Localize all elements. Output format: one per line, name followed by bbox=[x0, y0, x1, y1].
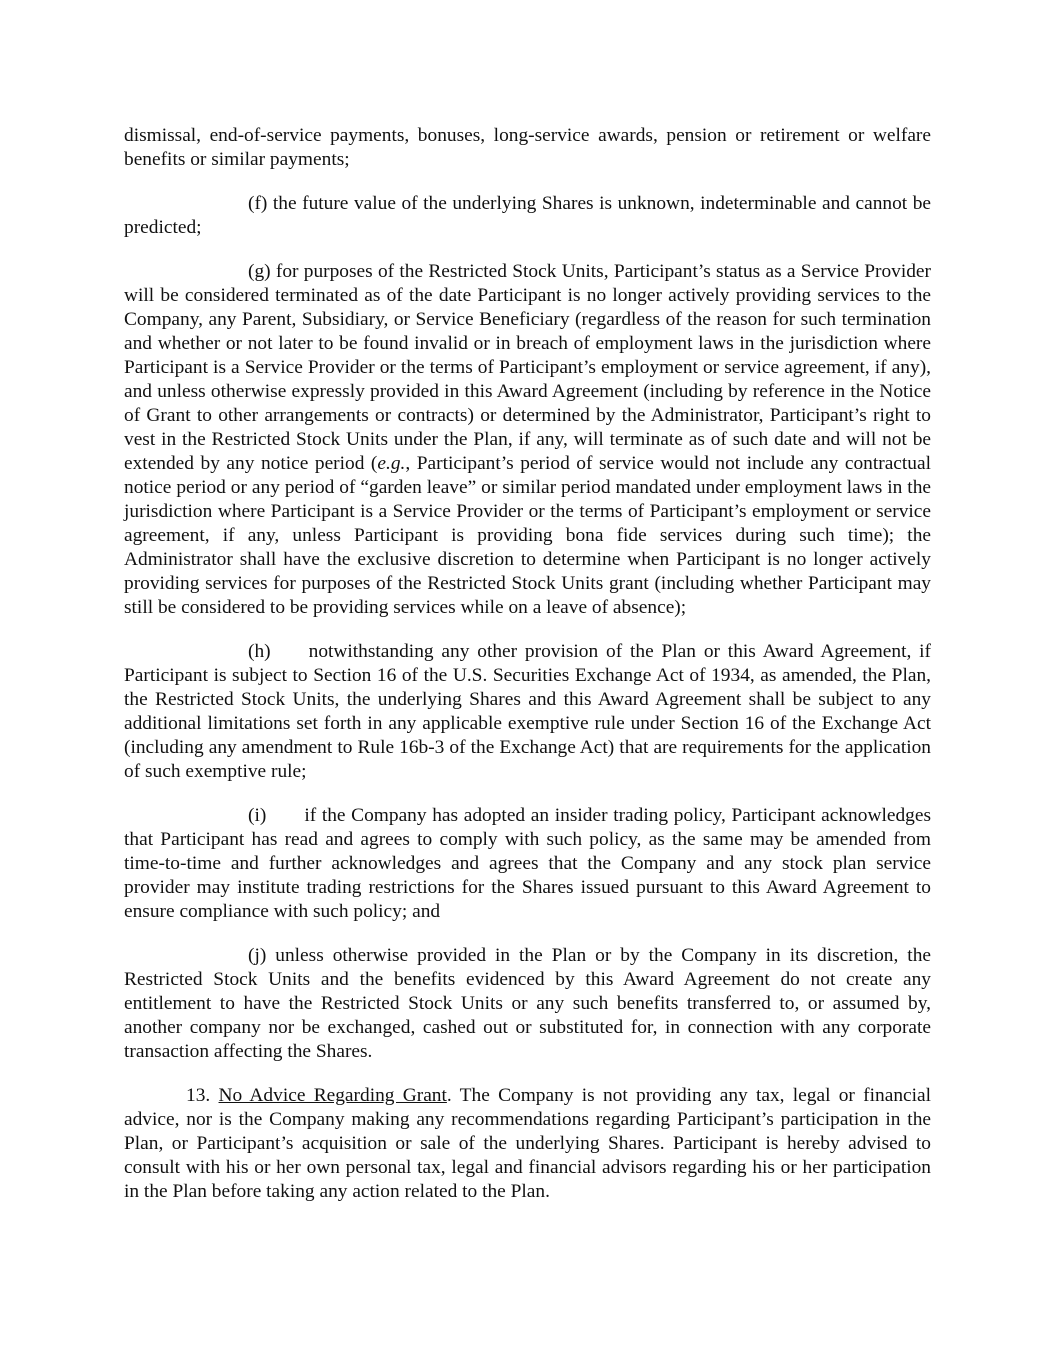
section-13-heading: No Advice Regarding Grant bbox=[218, 1085, 447, 1106]
clause-i-label: (i) bbox=[248, 805, 267, 826]
document-page bbox=[124, 124, 931, 1224]
clause-h-label: (h) bbox=[248, 641, 271, 662]
clause-g bbox=[124, 260, 931, 620]
section-13-text: . The Company is not providing any tax, legal or financial advice, nor is the Company making any recommendations regarding Participant’s participation in the Plan, or Participant’s acquisition or sale of the underlying Shares. Participant is hereby advised to consult with his or her own personal tax, legal and financial advisors regarding his or her participation in the Plan before taking any action related to the Plan. bbox=[124, 1085, 931, 1202]
clause-g-text-2: , Participant’s period of service would not include any contractual notice period or any period of “garden leave” or similar period mandated under employment laws in the jurisdiction where Participant is a Service Provider or the terms of Participant’s employment or service agreement, if any, unless Participant is providing bona fide services during such time); the Administrator shall have the exclusive discretion to determine when Participant is no longer actively providing services for purposes of the Restricted Stock Units grant (including whether Participant may still be considered to be providing services while on a leave of absence); bbox=[124, 453, 931, 618]
paragraph-continuation: dismissal, end-of-service payments, bonuses, long-service awards, pension or retirement or welfare benefits or similar payments; bbox=[124, 125, 931, 170]
clause-j: (j) unless otherwise provided in the Plan or by the Company in its discretion, the Restricted Stock Units and the benefits evidenced by this Award Agreement do not create any entitlement to have the Restricted Stock Units or any such benefits transferred to, or assumed by, another company nor be exchanged, cashed out or substituted for, in connection with any corporate transaction affecting the Shares. bbox=[124, 945, 931, 1062]
clause-g-text-1: (g) for purposes of the Restricted Stock Units, Participant’s status as a Service Provider will be considered terminated as of the date Participant is no longer actively providing services to the Company, any Parent, Subsidiary, or Service Beneficiary (regardless of the reason for such termination and whether or not later to be found invalid or in breach of employment laws in the jurisdiction where Participant is a Service Provider or the terms of Participant’s employment or service agreement, if any), and unless otherwise expressly provided in this Award Agreement (including by reference in the Notice of Grant to other arrangements or contracts) or determined by the Administrator, Participant’s right to vest in the Restricted Stock Units under the Plan, if any, will terminate as of such date and will not be extended by any notice period ( bbox=[124, 261, 931, 474]
clause-h bbox=[124, 640, 931, 784]
section-13 bbox=[124, 1084, 931, 1204]
section-13-number: 13. bbox=[186, 1085, 211, 1106]
clause-h-text: notwithstanding any other provision of the Plan or this Award Agreement, if Participant is subject to Section 16 of the U.S. Securities Exchange Act of 1934, as amended, the Plan, the Restricted Stock Units, the underlying Shares and this Award Agreement shall be subject to any additional limitations set forth in any applicable exemptive rule under Section 16 of the Exchange Act (including any amendment to Rule 16b-3 of the Exchange Act) that are requirements for the application of such exemptive rule; bbox=[124, 641, 931, 782]
clause-g-eg: e.g. bbox=[377, 453, 406, 474]
clause-i bbox=[124, 804, 931, 924]
clause-i-text: if the Company has adopted an insider trading policy, Participant acknowledges that Participant has read and agrees to comply with such policy, as the same may be amended from time-to-time and further acknowledges and agrees that the Company and any stock plan service provider may institute trading restrictions for the Shares issued pursuant to this Award Agreement to ensure compliance with such policy; and bbox=[124, 805, 931, 922]
clause-f: (f) the future value of the underlying Shares is unknown, indeterminable and cannot be predicted; bbox=[124, 193, 931, 238]
